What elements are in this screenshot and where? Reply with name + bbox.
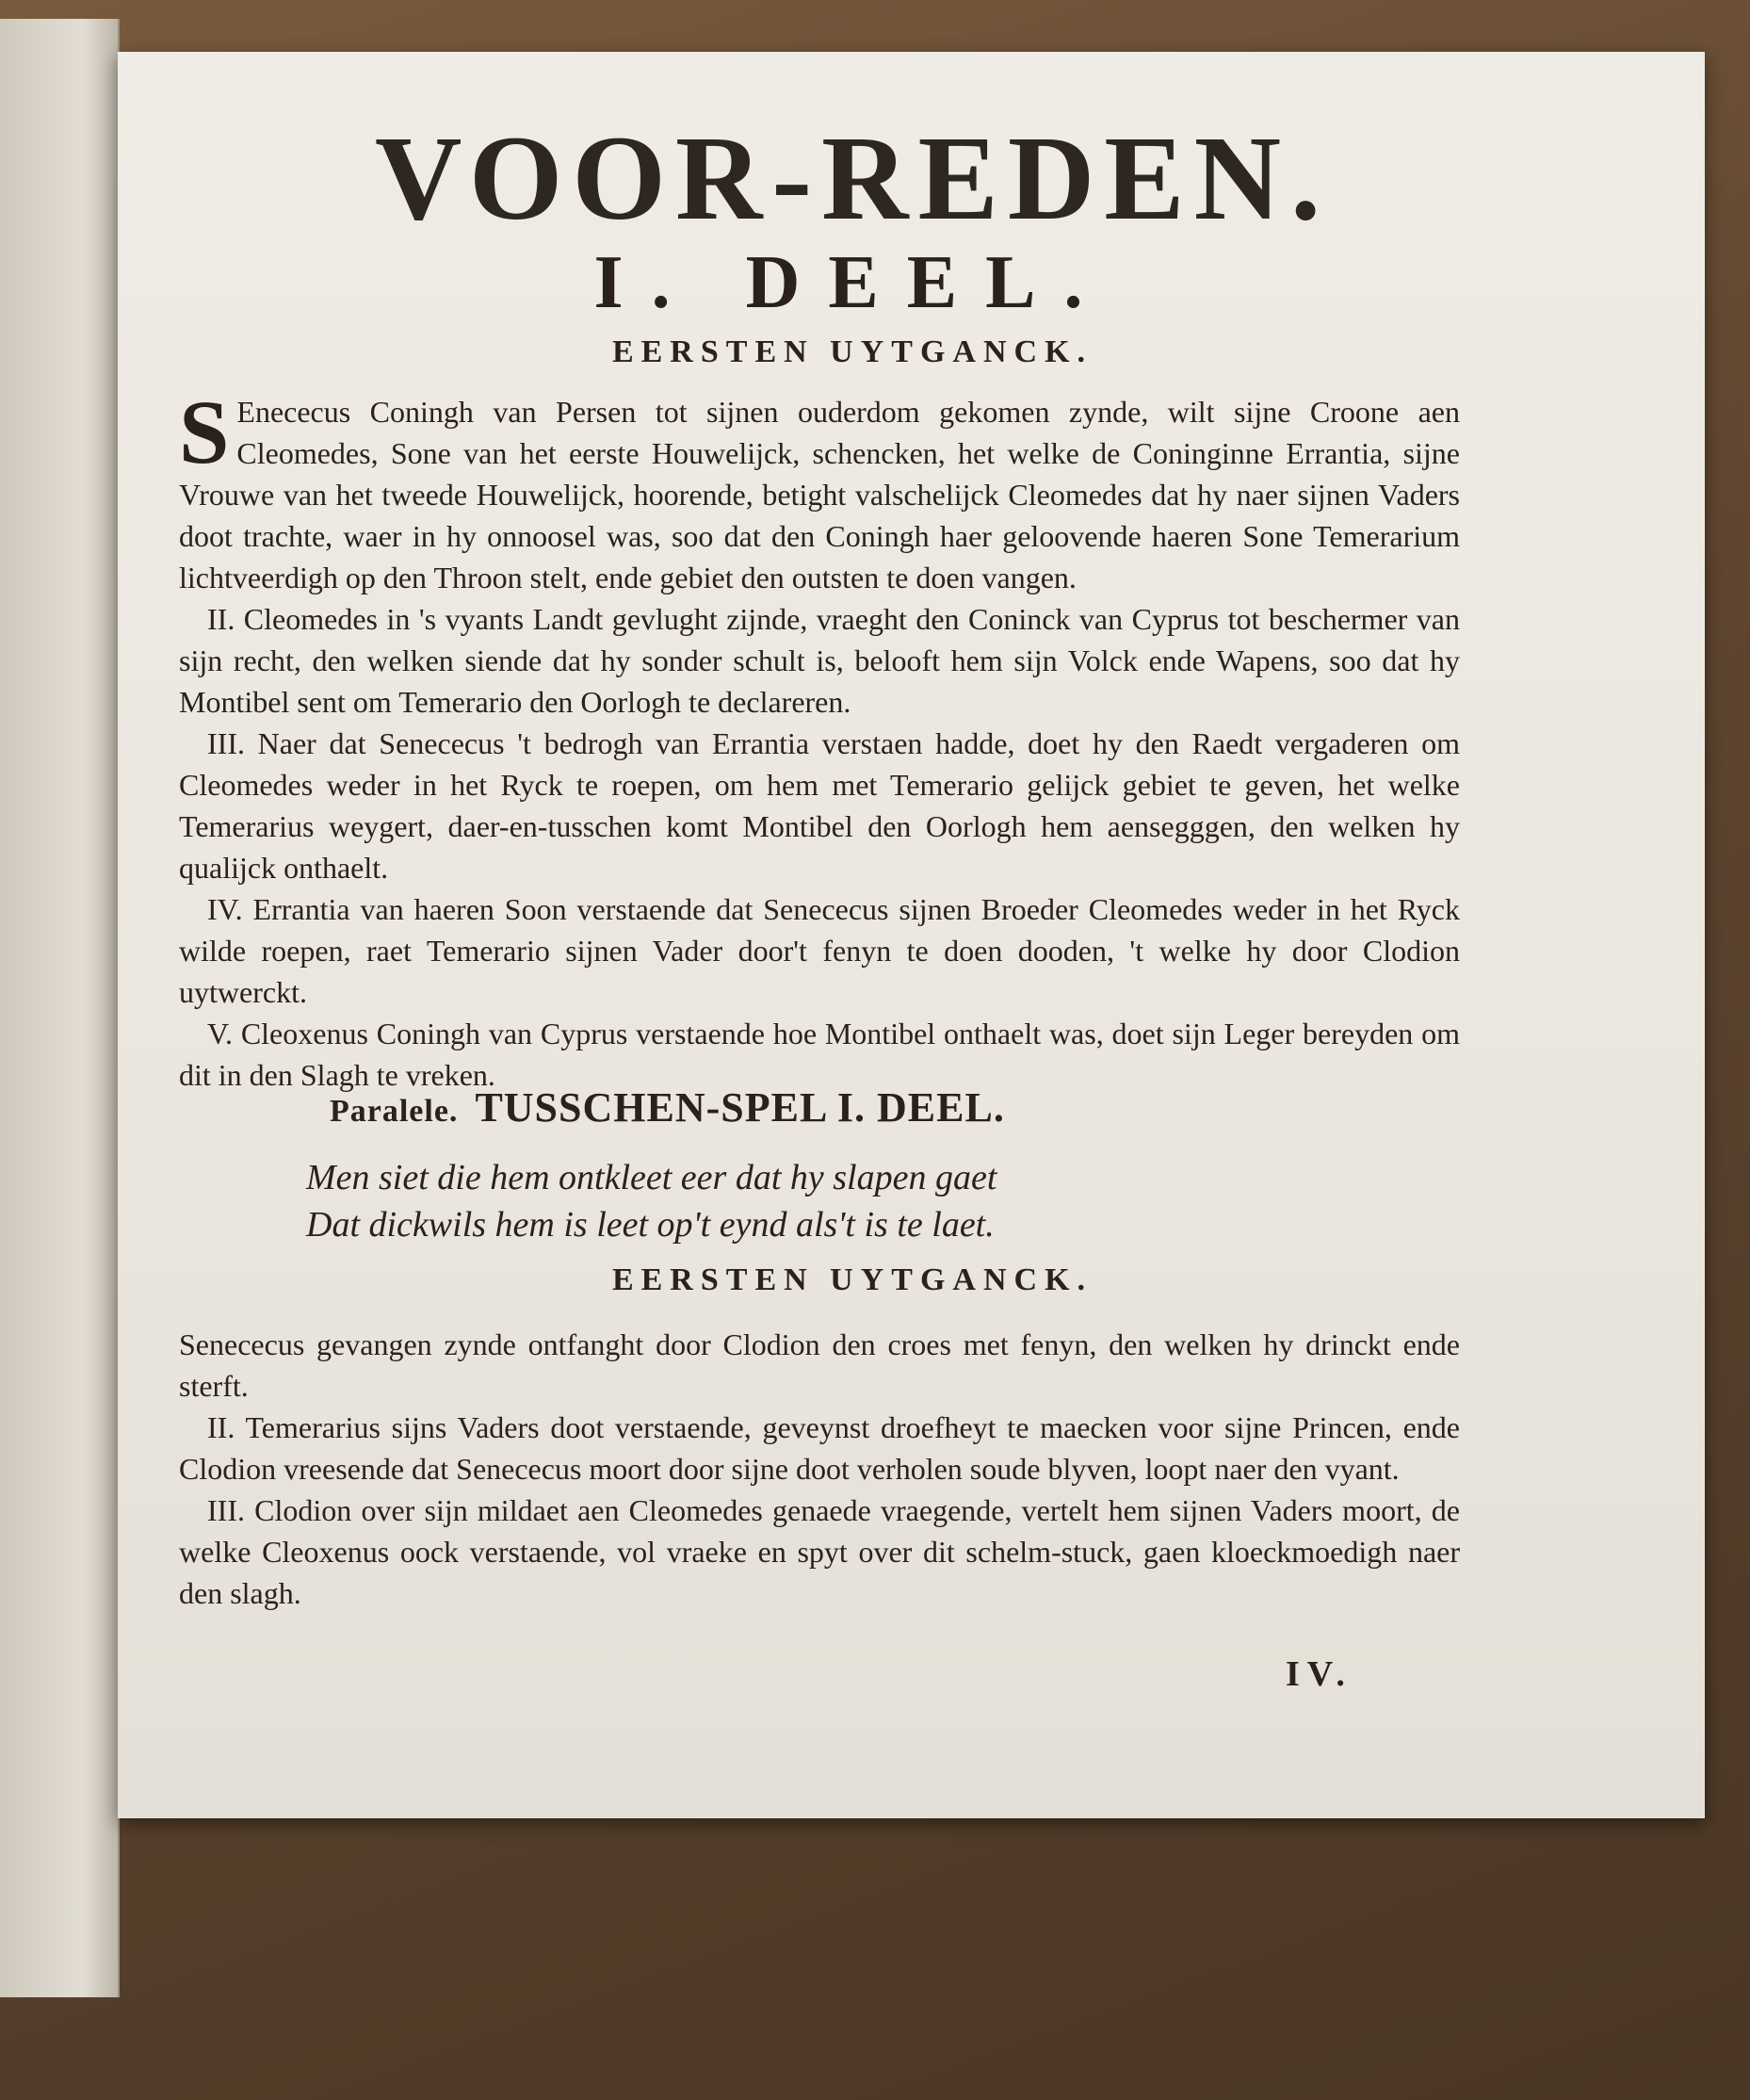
paragraph-1 [179, 382, 1460, 598]
verse-line-2: Dat dickwils hem is leet op't eynd als't is te laet. [306, 1205, 995, 1245]
paragraph-4: IV. Errantia van haeren Soon verstaende dat Senececus sijnen Broeder Cleomedes weder in het Ryck wilde roepen, raet Temerario sijnen Vader door't fenyn te doen dooden, 't welke hy door Clodion uytwerckt. [179, 892, 1460, 1009]
paralele-title: TUSSCHEN-SPEL I. DEEL. [475, 1084, 1005, 1131]
section-heading-first: EERSTEN UYTGANCK. [611, 334, 1094, 369]
section-heading-second: EERSTEN UYTGANCK. [611, 1262, 1094, 1297]
paralele-heading [330, 1083, 1460, 1131]
synopsis-part-two [179, 1324, 1460, 1614]
verse-couplet [306, 1154, 1342, 1248]
paragraph-5: V. Cleoxenus Coningh van Cyprus verstaende hoe Montibel onthaelt was, doet sijn Leger bereyden om dit in den Slagh te vreken. [179, 1017, 1460, 1092]
paragraph-3: III. Naer dat Senececus 't bedrogh van Errantia verstaen hadde, doet hy den Raedt vergaderen om Cleomedes weder in het Ryck te roepen, om hem met Temerario gelijck gebiet te geven, het welke Temerarius weygert, daer-en-tusschen komt Montibel den Oorlogh hem aensegggen, den welken hy qualijck onthaelt. [179, 726, 1460, 885]
paragraph-1-text: Enececus Coningh van Persen tot sijnen ouderdom gekomen zynde, wilt sijne Croone aen Cleomedes, Sone van het eerste Houwelijck, schencken, het welke de Coninginne Errantia, sijne Vrouwe van het tweede Houwelijck, hoorende, betight valschelijck Cleomedes dat hy naer sijnen Vaders doot trachte, waer in hy onnoosel was, soo dat den Coningh haer geloovende haeren Sone Temerarium lichtveerdigh op den Throon stelt, ende gebiet den outsten te doen vangen. [179, 395, 1460, 594]
part-heading: I. DEEL. [593, 241, 1111, 324]
page-title: VOOR-REDEN. [374, 111, 1331, 245]
paralele-label: Paralele. [330, 1094, 459, 1129]
paragraph-8: III. Clodion over sijn mildaet aen Cleomedes genaede vraegende, vertelt hem sijnen Vaders moort, de welke Cleoxenus oock verstaende, vol vraeke en spyt over dit schelm-stuck, gaen kloeckmoedigh naer den slagh. [179, 1493, 1460, 1610]
book-page [118, 52, 1705, 1818]
paragraph-7: II. Temerarius sijns Vaders doot verstaende, geveynst droefheyt te maecken voor sijne Princen, ende Clodion vreesende dat Senececus moort door sijne doot verholen soude blyven, loopt naer den vyant. [179, 1410, 1460, 1486]
verse-line-1: Men siet die hem ontkleet eer dat hy slapen gaet [306, 1158, 997, 1197]
paragraph-6: Senececus gevangen zynde ontfanght door Clodion den croes met fenyn, den welken hy drinckt ende sterft. [179, 1327, 1460, 1403]
catchword: IV. [1286, 1654, 1353, 1694]
left-page-edge [0, 19, 120, 1997]
drop-cap: S [179, 382, 230, 482]
synopsis-part-one [179, 382, 1460, 1096]
paragraph-2: II. Cleomedes in 's vyants Landt gevlught zijnde, vraeght den Coninck van Cyprus tot beschermer van sijn recht, den welken siende dat hy sonder schult is, belooft hem sijn Volck ende Wapens, soo dat hy Montibel sent om Temerario den Oorlogh te declareren. [179, 602, 1460, 719]
